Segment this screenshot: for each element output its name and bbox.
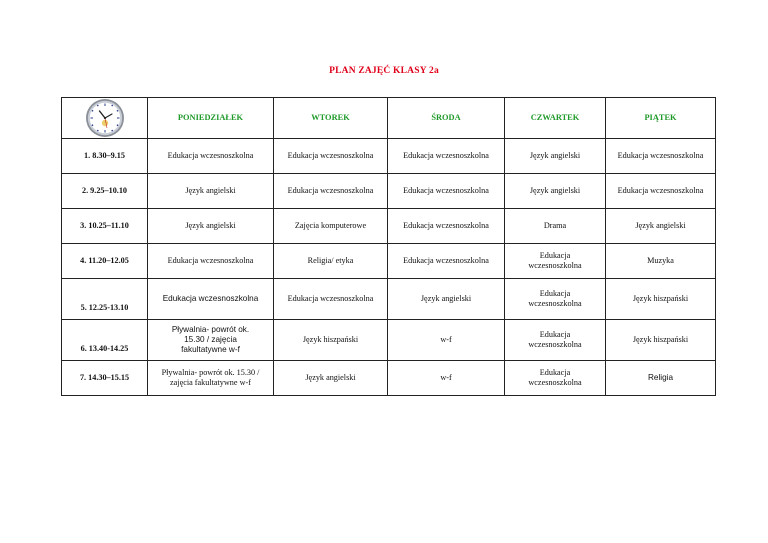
lesson-cell: Pływalnia- powrót ok. 15.30 / zajęcia fakultatywne w-f <box>148 320 274 361</box>
lesson-cell: Edukacja wczesnoszkolna <box>505 361 606 396</box>
lesson-cell: Edukacja wczesnoszkolna <box>606 139 716 174</box>
lesson-cell: Edukacja wczesnoszkolna <box>274 174 388 209</box>
lesson-time: 6. 13.40-14.25 <box>62 320 148 361</box>
lesson-cell: Język hiszpański <box>274 320 388 361</box>
lesson-time: 7. 14.30–15.15 <box>62 361 148 396</box>
page-title: PLAN ZAJĘĆ KLASY 2a <box>329 66 439 76</box>
lesson-time: 3. 10.25–11.10 <box>62 209 148 244</box>
lesson-cell: Edukacja wczesnoszkolna <box>274 139 388 174</box>
day-header-tuesday: WTOREK <box>274 98 388 139</box>
lesson-cell: Edukacja wczesnoszkolna <box>388 209 505 244</box>
lesson-cell: Język angielski <box>388 279 505 320</box>
table-row <box>62 320 716 361</box>
lesson-cell: w-f <box>388 361 505 396</box>
lesson-cell: Edukacja wczesnoszkolna <box>388 244 505 279</box>
lesson-cell: Edukacja wczesnoszkolna <box>505 320 606 361</box>
clock-cell <box>62 98 148 139</box>
lesson-cell: Język angielski <box>274 361 388 396</box>
lesson-time: 4. 11.20–12.05 <box>62 244 148 279</box>
lesson-cell: Język angielski <box>505 174 606 209</box>
wall-clock-icon <box>85 98 125 138</box>
header-row <box>62 98 716 139</box>
lesson-cell: Edukacja wczesnoszkolna <box>148 279 274 320</box>
lesson-cell: Edukacja wczesnoszkolna <box>388 139 505 174</box>
lesson-cell: Zajęcia komputerowe <box>274 209 388 244</box>
lesson-cell: w-f <box>388 320 505 361</box>
lesson-cell: Język hiszpański <box>606 320 716 361</box>
lesson-cell: Edukacja wczesnoszkolna <box>505 244 606 279</box>
table-row <box>62 209 716 244</box>
table-row <box>62 279 716 320</box>
lesson-cell: Pływalnia- powrót ok. 15.30 / zajęcia fakultatywne w-f <box>148 361 274 396</box>
lesson-time: 1. 8.30–9.15 <box>62 139 148 174</box>
lesson-cell: Język angielski <box>148 209 274 244</box>
table-row <box>62 244 716 279</box>
lesson-time: 2. 9.25–10.10 <box>62 174 148 209</box>
lesson-cell: Edukacja wczesnoszkolna <box>606 174 716 209</box>
lesson-cell: Edukacja wczesnoszkolna <box>148 139 274 174</box>
lesson-cell: Drama <box>505 209 606 244</box>
day-header-friday: PIĄTEK <box>606 98 716 139</box>
lesson-time: 5. 12.25-13.10 <box>62 279 148 320</box>
day-header-wednesday: ŚRODA <box>388 98 505 139</box>
lesson-cell: Muzyka <box>606 244 716 279</box>
lesson-cell: Religia/ etyka <box>274 244 388 279</box>
lesson-cell: Język hiszpański <box>606 279 716 320</box>
lesson-cell: Język angielski <box>148 174 274 209</box>
schedule-table <box>61 97 716 396</box>
lesson-cell: Edukacja wczesnoszkolna <box>274 279 388 320</box>
lesson-cell: Edukacja wczesnoszkolna <box>388 174 505 209</box>
table-row <box>62 139 716 174</box>
lesson-cell: Język angielski <box>606 209 716 244</box>
day-header-monday: PONIEDZIAŁEK <box>148 98 274 139</box>
table-row <box>62 174 716 209</box>
lesson-cell: Edukacja wczesnoszkolna <box>505 279 606 320</box>
lesson-cell: Religia <box>606 361 716 396</box>
day-header-thursday: CZWARTEK <box>505 98 606 139</box>
table-row <box>62 361 716 396</box>
lesson-cell: Język angielski <box>505 139 606 174</box>
lesson-cell: Edukacja wczesnoszkolna <box>148 244 274 279</box>
